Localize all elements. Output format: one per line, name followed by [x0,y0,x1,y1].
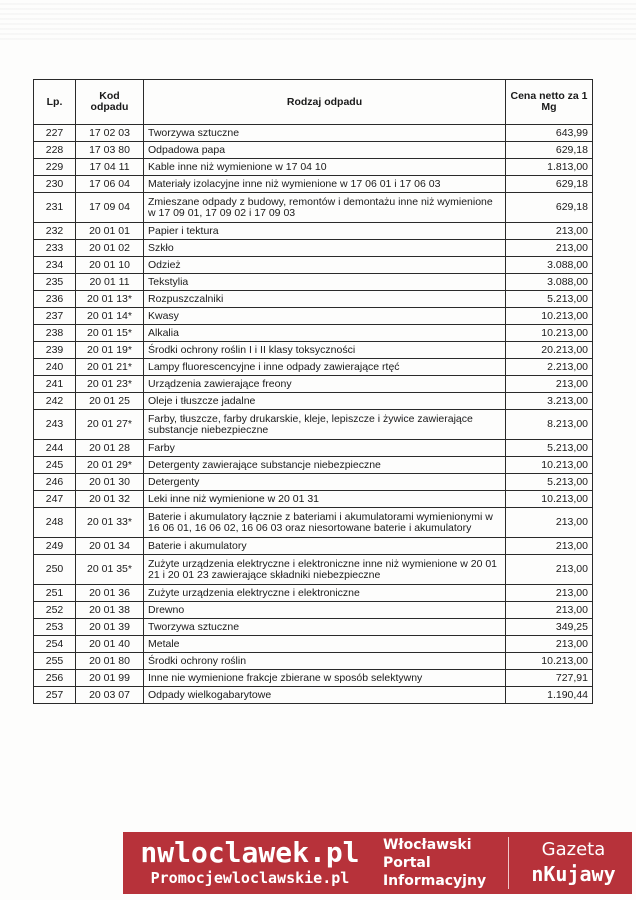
table-row [34,257,593,274]
row-desc: Tworzywa sztuczne [144,619,506,636]
row-desc: Oleje i tłuszcze jadalne [144,393,506,410]
table-row [34,670,593,687]
row-lp: 238 [34,325,76,342]
row-code: 17 09 04 [76,193,144,223]
table-row [34,440,593,457]
header-price: Cena netto za 1 Mg [506,80,593,125]
row-lp: 240 [34,359,76,376]
row-code: 20 01 32 [76,491,144,508]
table-row [34,491,593,508]
row-lp: 234 [34,257,76,274]
row-code: 20 01 13* [76,291,144,308]
table-row [34,410,593,440]
row-code: 20 01 15* [76,325,144,342]
row-desc: Środki ochrony roślin I i II klasy toksyczności [144,342,506,359]
row-lp: 232 [34,223,76,240]
row-price: 10.213,00 [506,457,593,474]
row-desc: Odpady wielkogabarytowe [144,687,506,704]
row-lp: 247 [34,491,76,508]
row-price: 3.088,00 [506,274,593,291]
row-code: 17 03 80 [76,142,144,159]
row-desc: Zmieszane odpady z budowy, remontów i demontażu inne niż wymienione w 17 09 01, 17 09 02 i 17 09 03 [144,193,506,223]
row-desc: Inne nie wymienione frakcje zbierane w sposób selektywny [144,670,506,687]
row-price: 643,99 [506,125,593,142]
footer-banner [123,832,632,894]
table-row [34,274,593,291]
row-price: 213,00 [506,555,593,585]
table-row [34,585,593,602]
row-code: 20 01 38 [76,602,144,619]
row-lp: 243 [34,410,76,440]
row-price: 629,18 [506,142,593,159]
table-row [34,193,593,223]
gazeta-bottom-text: nKujawy [531,862,616,886]
row-price: 10.213,00 [506,308,593,325]
row-desc: Baterie i akumulatory łącznie z bateriami i akumulatorami wymienionymi w 16 06 01, 16 06 02, 16 06 03 oraz niesortowane baterie i akumulatory [144,508,506,538]
table-row [34,619,593,636]
row-lp: 249 [34,538,76,555]
row-lp: 248 [34,508,76,538]
row-lp: 237 [34,308,76,325]
row-code: 20 01 40 [76,636,144,653]
table-row [34,474,593,491]
scan-artifact-band [0,0,636,40]
logo-main-text: nwloclawek.pl [140,836,360,869]
row-lp: 245 [34,457,76,474]
row-desc: Odzież [144,257,506,274]
table-row [34,636,593,653]
table-row [34,508,593,538]
row-price: 213,00 [506,636,593,653]
row-desc: Rozpuszczalniki [144,291,506,308]
row-code: 20 01 02 [76,240,144,257]
table-row [34,393,593,410]
row-lp: 256 [34,670,76,687]
row-code: 20 01 14* [76,308,144,325]
row-lp: 235 [34,274,76,291]
row-lp: 255 [34,653,76,670]
header-type: Rodzaj odpadu [144,80,506,125]
row-price: 5.213,00 [506,440,593,457]
row-desc: Detergenty [144,474,506,491]
table-row [34,342,593,359]
row-price: 213,00 [506,376,593,393]
table-row [34,687,593,704]
row-price: 10.213,00 [506,325,593,342]
table-row [34,142,593,159]
row-price: 1.813,00 [506,159,593,176]
row-lp: 244 [34,440,76,457]
row-desc: Szkło [144,240,506,257]
gazeta-top-text: Gazeta [541,839,606,860]
waste-price-table [33,79,593,704]
row-lp: 230 [34,176,76,193]
row-lp: 231 [34,193,76,223]
row-desc: Środki ochrony roślin [144,653,506,670]
row-price: 3.213,00 [506,393,593,410]
row-code: 20 01 39 [76,619,144,636]
table-row [34,291,593,308]
row-price: 10.213,00 [506,653,593,670]
row-price: 727,91 [506,670,593,687]
row-desc: Detergenty zawierające substancje niebezpieczne [144,457,506,474]
row-lp: 250 [34,555,76,585]
row-code: 20 01 10 [76,257,144,274]
row-price: 8.213,00 [506,410,593,440]
table-row [34,240,593,257]
table-body [34,125,593,704]
header-code: Kod odpadu [76,80,144,125]
row-price: 1.190,44 [506,687,593,704]
row-lp: 241 [34,376,76,393]
table-row [34,223,593,240]
row-desc: Materiały izolacyjne inne niż wymienione w 17 06 01 i 17 06 03 [144,176,506,193]
table-row [34,555,593,585]
row-lp: 246 [34,474,76,491]
portal-line: Informacyjny [382,873,487,889]
portal-name [377,836,502,890]
row-code: 20 01 99 [76,670,144,687]
row-code: 17 02 03 [76,125,144,142]
table-row [34,538,593,555]
row-desc: Drewno [144,602,506,619]
row-code: 20 01 19* [76,342,144,359]
row-lp: 228 [34,142,76,159]
row-code: 20 01 11 [76,274,144,291]
footer-divider [508,837,509,889]
row-code: 20 01 25 [76,393,144,410]
portal-line: Portal [382,855,431,871]
row-code: 20 01 01 [76,223,144,240]
row-lp: 239 [34,342,76,359]
row-desc: Metale [144,636,506,653]
header-lp: Lp. [34,80,76,125]
row-code: 20 01 30 [76,474,144,491]
table-row [34,602,593,619]
table-row [34,308,593,325]
row-code: 20 01 29* [76,457,144,474]
row-code: 20 01 33* [76,508,144,538]
row-desc: Tworzywa sztuczne [144,125,506,142]
table-row [34,125,593,142]
row-lp: 227 [34,125,76,142]
row-desc: Zużyte urządzenia elektryczne i elektroniczne [144,585,506,602]
row-desc: Kwasy [144,308,506,325]
row-price: 2.213,00 [506,359,593,376]
row-lp: 229 [34,159,76,176]
row-price: 213,00 [506,508,593,538]
row-lp: 254 [34,636,76,653]
row-lp: 242 [34,393,76,410]
table-row [34,325,593,342]
row-lp: 236 [34,291,76,308]
row-desc: Alkalia [144,325,506,342]
row-code: 20 01 34 [76,538,144,555]
row-price: 20.213,00 [506,342,593,359]
row-desc: Kable inne niż wymienione w 17 04 10 [144,159,506,176]
row-desc: Farby, tłuszcze, farby drukarskie, kleje, lepiszcze i żywice zawierające substancje niebezpieczne [144,410,506,440]
row-desc: Papier i tektura [144,223,506,240]
row-code: 20 01 27* [76,410,144,440]
row-desc: Urządzenia zawierające freony [144,376,506,393]
row-code: 20 01 21* [76,359,144,376]
row-price: 10.213,00 [506,491,593,508]
row-code: 20 01 80 [76,653,144,670]
row-price: 213,00 [506,602,593,619]
row-price: 5.213,00 [506,474,593,491]
row-price: 213,00 [506,538,593,555]
row-code: 20 01 36 [76,585,144,602]
table-header-row [34,80,593,125]
row-code: 17 06 04 [76,176,144,193]
logo-sub-text: Promocjewloclawskie.pl [150,869,350,887]
table-row [34,376,593,393]
row-desc: Lampy fluorescencyjne i inne odpady zawierające rtęć [144,359,506,376]
table-row [34,159,593,176]
row-desc: Zużyte urządzenia elektryczne i elektroniczne inne niż wymienione w 20 01 21 i 20 01 23 zawierające składniki niebezpieczne [144,555,506,585]
row-price: 349,25 [506,619,593,636]
portal-line: Włocławski [382,837,472,853]
row-desc: Farby [144,440,506,457]
table-row [34,457,593,474]
row-price: 213,00 [506,585,593,602]
row-code: 20 01 28 [76,440,144,457]
site-logo[interactable] [123,838,377,888]
row-price: 629,18 [506,193,593,223]
row-desc: Tekstylia [144,274,506,291]
row-code: 17 04 11 [76,159,144,176]
row-code: 20 03 07 [76,687,144,704]
table-row [34,653,593,670]
row-lp: 251 [34,585,76,602]
row-lp: 257 [34,687,76,704]
row-price: 213,00 [506,240,593,257]
table-row [34,176,593,193]
row-code: 20 01 23* [76,376,144,393]
row-desc: Odpadowa papa [144,142,506,159]
gazeta-logo[interactable] [515,839,632,887]
row-desc: Leki inne niż wymienione w 20 01 31 [144,491,506,508]
row-price: 5.213,00 [506,291,593,308]
row-lp: 253 [34,619,76,636]
row-price: 213,00 [506,223,593,240]
table-row [34,359,593,376]
row-price: 629,18 [506,176,593,193]
row-lp: 233 [34,240,76,257]
row-price: 3.088,00 [506,257,593,274]
row-code: 20 01 35* [76,555,144,585]
row-desc: Baterie i akumulatory [144,538,506,555]
row-lp: 252 [34,602,76,619]
